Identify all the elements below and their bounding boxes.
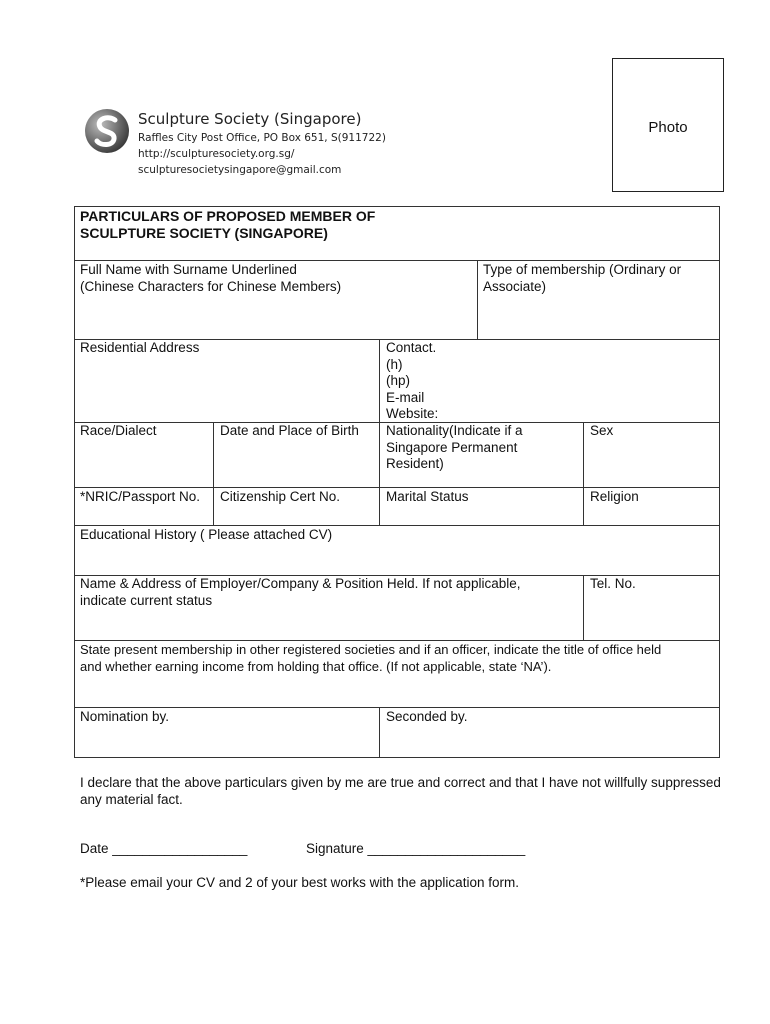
marital-status-field[interactable]: Marital Status	[386, 489, 469, 504]
religion-field[interactable]: Religion	[590, 489, 639, 504]
other-memberships-field[interactable]: State present membership in other registered societies and if an officer, indicate the title of office held and whether earning income from holding that office. (If not applicable, state ‘NA’).	[80, 642, 662, 674]
citizenship-cert-field[interactable]: Citizenship Cert No.	[220, 489, 341, 504]
org-name: Sculpture Society (Singapore)	[138, 110, 362, 128]
sex-field[interactable]: Sex	[590, 423, 614, 438]
contact-field[interactable]: Contact. (h) (hp) E-mail Website:	[386, 340, 439, 421]
org-website[interactable]: http://sculpturesociety.org.sg/	[138, 148, 295, 160]
race-dialect-field[interactable]: Race/Dialect	[80, 423, 157, 438]
residential-address-field[interactable]: Residential Address	[80, 340, 200, 355]
nric-passport-field[interactable]: *NRIC/Passport No.	[80, 489, 201, 504]
org-email[interactable]: sculpturesocietysingapore@gmail.com	[138, 164, 342, 176]
signature-line[interactable]: Signature _____________________	[306, 841, 526, 856]
declaration-text: I declare that the above particulars given by me are true and correct and that I have not willfully suppressed any material fact.	[80, 775, 721, 807]
sculpture-society-logo-icon	[84, 108, 130, 154]
date-place-birth-field[interactable]: Date and Place of Birth	[220, 423, 359, 438]
membership-type-field[interactable]: Type of membership (Ordinary or Associate)	[483, 262, 682, 294]
tel-no-field[interactable]: Tel. No.	[590, 576, 636, 591]
org-address: Raffles City Post Office, PO Box 651, S(911722)	[138, 132, 386, 144]
photo-label: Photo	[648, 119, 688, 136]
educational-history-field[interactable]: Educational History ( Please attached CV)	[80, 527, 333, 542]
submission-note: *Please email your CV and 2 of your best works with the application form.	[80, 875, 519, 890]
form-title: PARTICULARS OF PROPOSED MEMBER OF SCULPTURE SOCIETY (SINGAPORE)	[80, 208, 376, 241]
employer-field[interactable]: Name & Address of Employer/Company & Position Held. If not applicable, indicate current status	[80, 576, 521, 608]
full-name-field[interactable]: Full Name with Surname Underlined (Chinese Characters for Chinese Members)	[80, 262, 342, 294]
nomination-field[interactable]: Nomination by.	[80, 709, 170, 724]
seconded-field[interactable]: Seconded by.	[386, 709, 468, 724]
date-line[interactable]: Date __________________	[80, 841, 248, 856]
photo-box	[612, 58, 724, 192]
application-form-table	[74, 206, 720, 758]
nationality-field[interactable]: Nationality(Indicate if a Singapore Permanent Resident)	[386, 423, 523, 471]
